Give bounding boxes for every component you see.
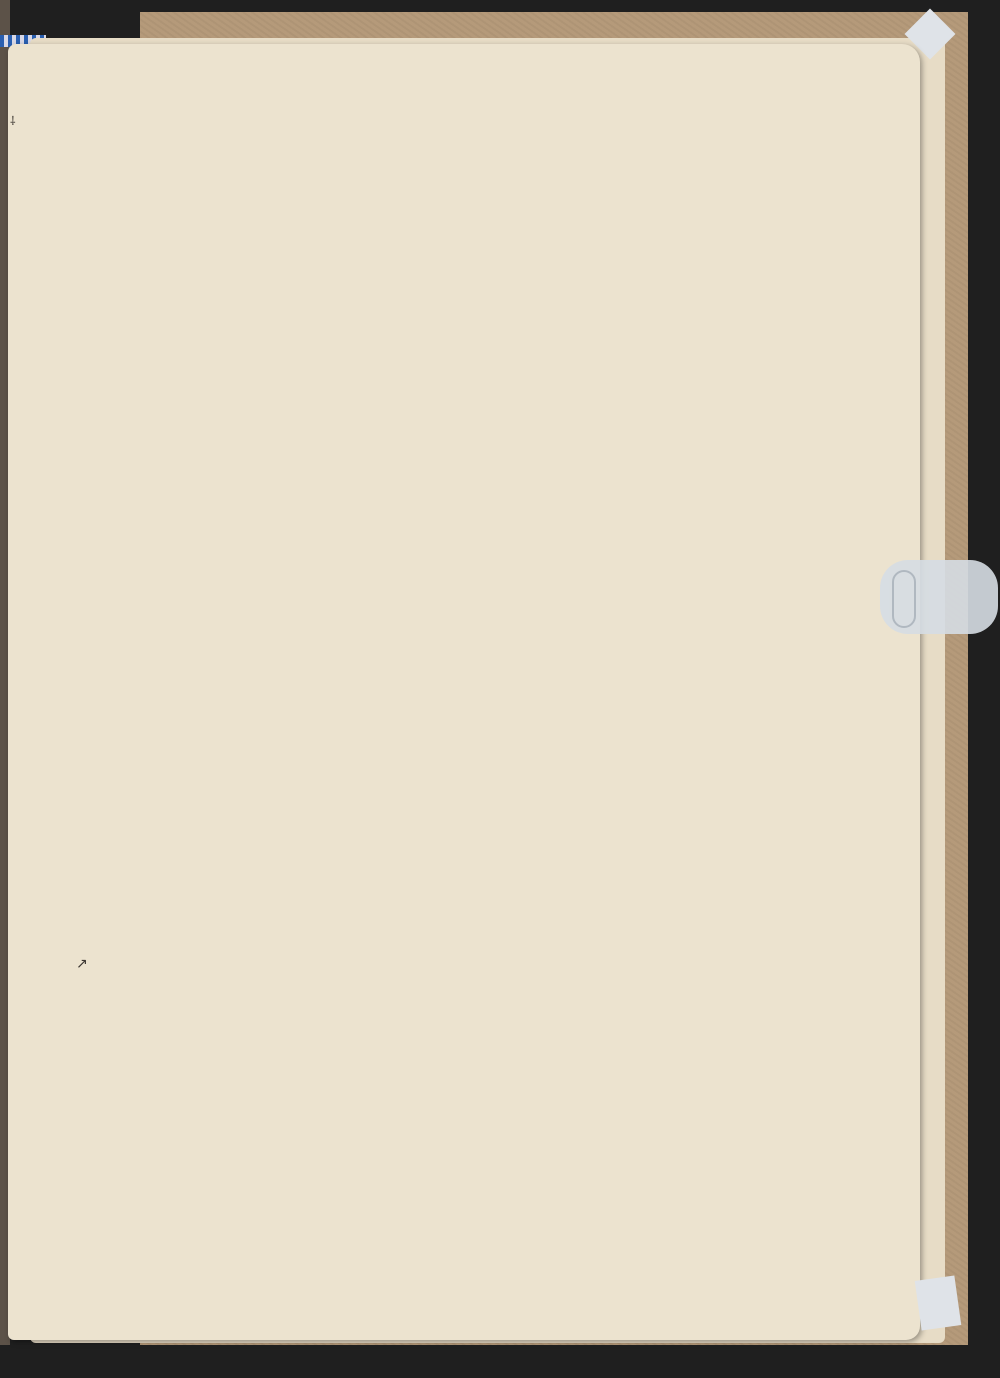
- margin-arrow-icon: ↗: [76, 956, 88, 972]
- page-clip: [880, 560, 998, 634]
- digitization-credit: [600, 1362, 608, 1374]
- margin-mark-icon: ⸸: [10, 114, 16, 128]
- book-page: [8, 44, 920, 1340]
- corner-protector-bottom: [915, 1275, 962, 1330]
